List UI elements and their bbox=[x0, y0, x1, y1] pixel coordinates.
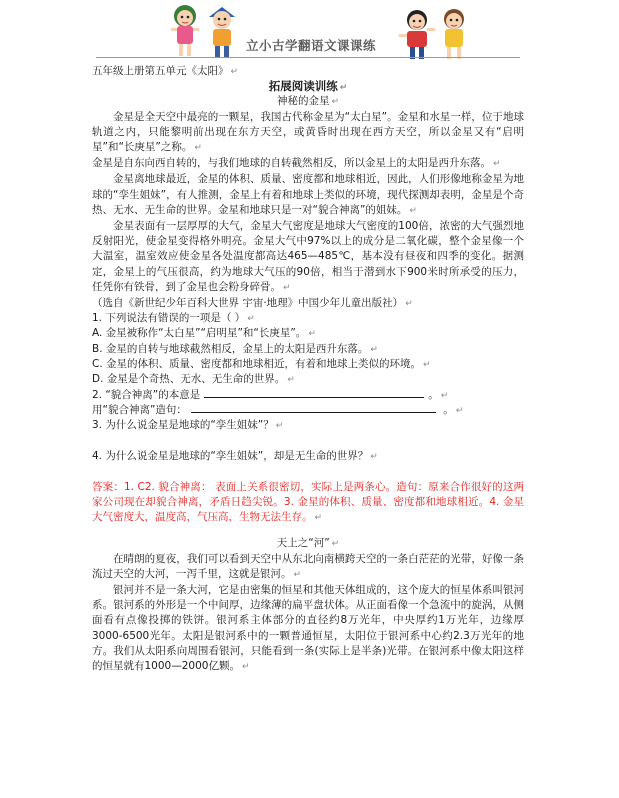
paragraph-return-icon: ↵ bbox=[455, 406, 464, 417]
paragraph-2: 金星是自东向西自转的，与我们地球的自转截然相反，所以金星上的太阳是西升东落。 ↵ bbox=[92, 157, 501, 170]
question-1: 1. 下列说法有错误的一项是（ ） ↵ bbox=[92, 312, 255, 325]
question-1-option-c: C. 金星的体积、质量、密度都和地球相近，有着和地球上类似的环境。 ↵ bbox=[92, 357, 431, 370]
question-1-option-b: B. 金星的自转与地球截然相反，金星上的太阳是西升东落。 ↵ bbox=[92, 342, 378, 355]
paragraph-return-icon: ↵ bbox=[409, 205, 417, 216]
answer-key: 答案：1. C2. 貌合神离： 表面上关系很密切，实际上是两条心。造句：原来合作很好的这两家公司现在却貌合神离，矛盾日趋尖锐。3. 金星的体积、质量、密度都和地球相近。4. 金星大气密度大，温度高，气压高，生物无法生存。 ↵ bbox=[92, 480, 524, 524]
paragraph-return-icon: ↵ bbox=[247, 314, 255, 325]
paragraph-3: 金星离地球最近，金星的体积、质量、密度都和地球相近，因此，人们形像地称金星为地球的“孪生姐妹”，有人推测，金星上有着和地球上类似的环境，现代探测却表明，金星是个奇热、无水、无生命的世界。金星和地球只是一对“貌合神离”的姐妹。 ↵ bbox=[92, 173, 524, 216]
paragraph-return-icon: ↵ bbox=[230, 67, 239, 77]
section-gap bbox=[92, 526, 524, 536]
paragraph-1: 金星是全天空中最亮的一颗星，我国古代称金星为“太白星”。金星和水星一样，位于地球轨道之内，只能黎明前出现在东方天空，或黄昏时出现在西方天空，所以金星又有“启明星”和“长庚星”之称。 ↵ bbox=[92, 110, 524, 153]
source-line: （选自《新世纪少年百科大世界 宇宙·地理》中国少年儿童出版社） ↵ bbox=[92, 297, 413, 309]
paragraph-return-icon: ↵ bbox=[331, 539, 340, 550]
question-3: 3. 为什么说金星是地球的“孪生姐妹”？ ↵ bbox=[92, 418, 284, 431]
question-2-sentence: 用“貌合神离”造句： 。 ↵ bbox=[92, 404, 464, 417]
paragraph-return-icon: ↵ bbox=[339, 83, 348, 94]
paragraph-return-icon: ↵ bbox=[287, 374, 295, 385]
paragraph-return-icon: ↵ bbox=[241, 662, 250, 673]
section1-title: 神秘的金星 bbox=[276, 95, 330, 108]
answer-blank[interactable] bbox=[204, 387, 424, 398]
doc-subtitle: 五年级上册第五单元《太阳》 bbox=[92, 65, 229, 77]
paragraph-return-icon: ↵ bbox=[293, 569, 302, 580]
question-2: 2. “貌合神离”的本意是 。 ↵ bbox=[92, 389, 449, 402]
paragraph-return-icon: ↵ bbox=[314, 513, 323, 524]
section2-title: 天上之“河” bbox=[276, 537, 330, 550]
question-4: 4. 为什么说金星是地球的“孪生姐妹”，却是无生命的世界？ ↵ bbox=[92, 449, 378, 462]
answer-space bbox=[92, 433, 524, 449]
paragraph-return-icon: ↵ bbox=[331, 97, 340, 108]
paragraph-6: 银河并不是一条大河，它是由密集的恒星和其他天体组成的，这个庞大的恒星体系叫银河系。银河系的外形是一个中间厚，边缘薄的扁平盘状体。从正面看像一个急流中的旋涡，从侧面看有点像投掷的铁饼。银河系主体部分的直径约8万光年，中央厚约1万光年，边缘厚3000-6500光年。太阳是银河系中的一颗普通恒星，太阳位于银河系中心约2.3万光年的地方。我们从太阳系向周围看银河，只能看到一条(实际上是半条)光带。在银河系中像太阳这样的恒星就有1000—2000亿颗。 ↵ bbox=[92, 584, 524, 673]
question-1-option-d: D. 金星是个奇热、无水、无生命的世界。 ↵ bbox=[92, 372, 295, 385]
paragraph-return-icon: ↵ bbox=[370, 451, 378, 462]
paragraph-return-icon: ↵ bbox=[283, 282, 291, 293]
paragraph-return-icon: ↵ bbox=[275, 420, 284, 431]
paragraph-return-icon: ↵ bbox=[440, 391, 449, 402]
paragraph-return-icon: ↵ bbox=[405, 299, 413, 309]
paragraph-return-icon: ↵ bbox=[308, 329, 316, 340]
doc-subtitle-line bbox=[92, 64, 524, 79]
document-body bbox=[92, 64, 524, 675]
doc-title-line bbox=[92, 79, 524, 94]
doc-title: 拓展阅读训练 bbox=[268, 79, 338, 94]
paragraph-return-icon: ↵ bbox=[370, 344, 378, 355]
paragraph-5: 在晴朗的夏夜，我们可以看到天空中从东北向南横跨天空的一条白茫茫的光带，好像一条流过天空的大河，一泻千里，这就是银河。 ↵ bbox=[92, 552, 524, 580]
paragraph-4: 金星表面有一层厚厚的大气，金星大气密度是地球大气密度的100倍，浓密的大气强烈地反射阳光，使金星变得格外明亮。金星大气中97%以上的成分是二氧化碳，整个金星像一个大温室，温室效应使金星各处温度都高达465—485℃，基本没有昼夜和四季的变化。据测定，金星上的气压很高，约为地球大气压的90倍，相当于潜到水下900米时所承受的压力，任凭你有铁骨，到了金星也会粉身碎骨。 ↵ bbox=[92, 219, 524, 293]
section1-title-line bbox=[92, 94, 524, 109]
cartoon-boy-right-icon bbox=[398, 6, 436, 62]
paragraph-return-icon: ↵ bbox=[493, 159, 501, 170]
question-1-option-a: A. 金星被称作“太白星”“启明星”和“长庚星”。 ↵ bbox=[92, 327, 316, 340]
sentence-blank[interactable] bbox=[191, 402, 436, 413]
cartoon-boy-left-icon bbox=[204, 5, 240, 61]
answer-space bbox=[92, 464, 524, 480]
cartoon-girl-left-icon bbox=[168, 3, 202, 59]
header-title: 立小古学翻语文课课练 bbox=[246, 38, 377, 53]
paragraph-return-icon: ↵ bbox=[194, 142, 202, 153]
section2-title-line bbox=[92, 536, 524, 551]
paragraph-return-icon: ↵ bbox=[423, 359, 431, 370]
page-header bbox=[0, 0, 619, 70]
cartoon-girl-right-icon bbox=[436, 6, 472, 62]
header-divider bbox=[96, 57, 520, 58]
